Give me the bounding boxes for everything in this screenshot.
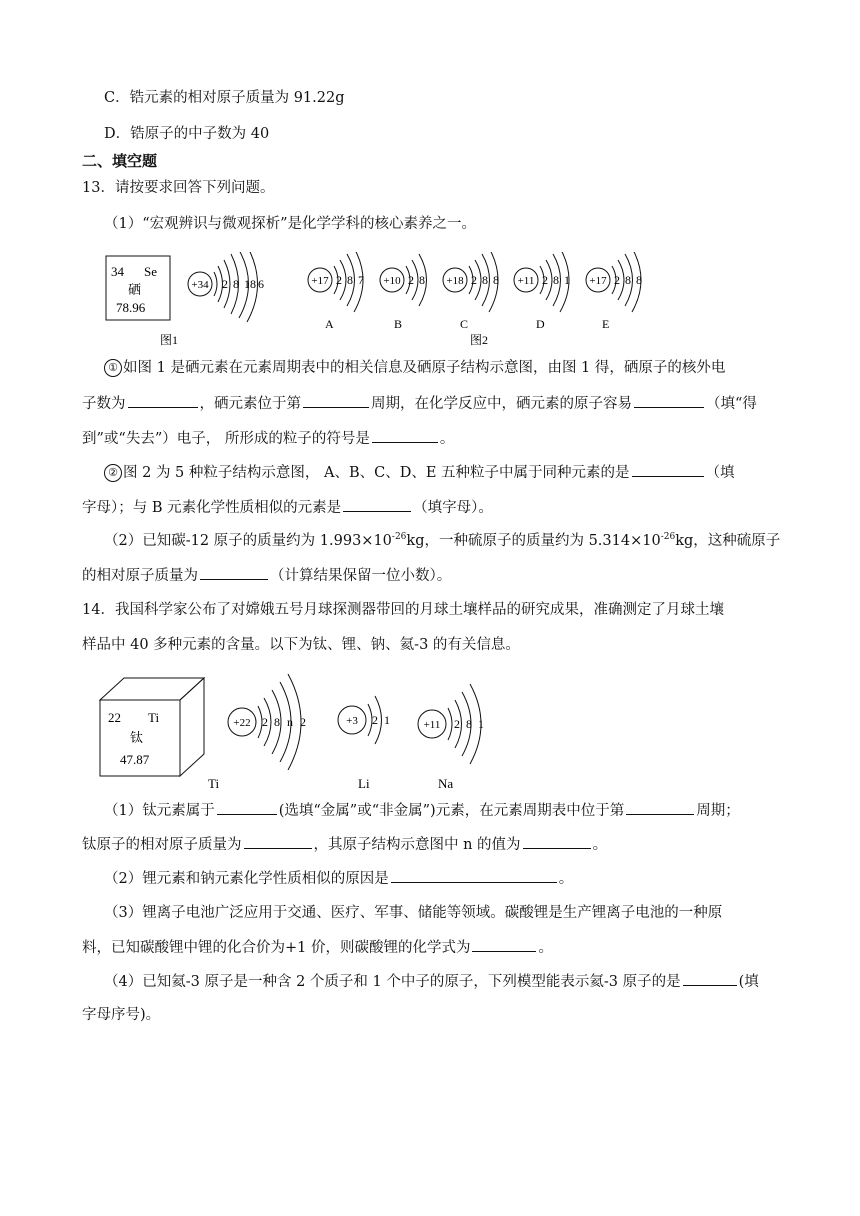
atom-na [418,684,484,791]
circled-2-marker: ② [104,464,122,482]
svg-text:+11: +11 [423,719,441,731]
ti-mass: 47.87 [120,752,150,767]
svg-text:8: 8 [625,273,631,287]
se-mass: 78.96 [116,300,146,315]
se-number: 34 [111,264,124,279]
svg-text:n: n [287,715,293,729]
answer-blank[interactable] [200,565,268,580]
atom-li [338,696,390,791]
svg-text:2: 2 [454,717,460,731]
se-shell-2: 8 [233,277,239,291]
answer-blank[interactable] [626,800,694,815]
svg-text:8: 8 [493,273,499,287]
se-symbol: Se [144,264,157,279]
particle-d-label: D [536,317,545,331]
q14-part3-line2: 料，已知碳酸锂中锂的化合价为+1 价，则碳酸锂的化学式为 。 [82,937,553,958]
svg-text:1: 1 [384,713,390,727]
se-shell-1: 2 [222,277,228,291]
particle-b [380,254,427,331]
option-d: D．锆原子的中子数为 40 [104,126,270,142]
q13-sub2-line2: 字母）；与 B 元素化学性质相似的元素是 （填字母）。 [82,497,493,518]
q13-sub1-line3: 到”或“失去”）电子， 所形成的粒子的符号是 。 [82,428,454,449]
svg-text:2: 2 [372,713,378,727]
svg-text:8: 8 [466,717,472,731]
svg-text:+10: +10 [383,275,401,287]
q13-stem: 13．请按要求回答下列问题。 [82,180,275,196]
atom-li-label: Li [358,776,370,791]
svg-text:2: 2 [614,273,620,287]
q13-part1-intro: （1）“宏观辨识与微观探析”是化学学科的核心素养之一。 [104,216,477,232]
answer-blank[interactable] [343,497,411,512]
svg-text:2: 2 [336,273,342,287]
svg-text:+17: +17 [589,275,607,287]
answer-blank[interactable] [683,971,737,986]
answer-blank[interactable] [244,834,312,849]
answer-blank[interactable] [128,393,198,408]
fig2-caption: 图2 [470,333,489,347]
svg-text:+22: +22 [233,717,251,729]
answer-blank[interactable] [372,428,438,443]
atom-ti-label: Ti [208,776,220,791]
particle-e [586,252,642,331]
svg-text:1: 1 [564,273,570,287]
svg-text:8: 8 [274,715,280,729]
svg-text:7: 7 [358,273,364,287]
svg-text:+17: +17 [311,275,329,287]
q13-part2-line2: 的相对原子质量为 （计算结果保留一位小数）。 [82,565,451,586]
svg-text:2: 2 [262,715,268,729]
answer-blank[interactable] [217,800,277,815]
q14-part1-line1: （1）钛元素属于 (选填“金属”或“非金属”)元素，在元素周期表中位于第 周期； [104,800,740,821]
figure-1 [100,252,280,348]
particle-a [308,252,364,331]
q14-part4-line2: 字母序号)。 [82,1007,161,1023]
option-c: C．锆元素的相对原子质量为 91.22g [104,90,345,106]
svg-text:8: 8 [553,273,559,287]
se-shell-4: 6 [258,277,264,291]
atom-na-label: Na [438,776,454,791]
se-shell-3: 18 [244,277,256,291]
svg-text:2: 2 [471,273,477,287]
se-nucleus-label: +34 [191,279,209,291]
svg-text:8: 8 [482,273,488,287]
particle-a-label: A [325,317,334,331]
answer-blank[interactable] [634,393,704,408]
q14-part1-line2: 钛原子的相对原子质量为 ，其原子结构示意图中 n 的值为 。 [82,834,607,855]
svg-text:+11: +11 [517,275,535,287]
atom-ti [208,674,306,791]
section-title: 二、填空题 [82,152,158,170]
particle-e-label: E [602,317,610,331]
particle-b-label: B [394,317,403,331]
svg-text:+18: +18 [446,275,464,287]
svg-text:2: 2 [542,273,548,287]
q14-part3-line1: （3）锂离子电池广泛应用于交通、医疗、军事、储能等领域。碳酸锂是生产锂离子电池的一种原 [104,905,723,921]
svg-text:8: 8 [347,273,353,287]
particle-c-label: C [460,317,469,331]
svg-text:8: 8 [419,273,425,287]
svg-text:2: 2 [408,273,414,287]
svg-text:+3: +3 [346,715,358,727]
answer-blank[interactable] [391,868,557,883]
answer-blank[interactable] [632,462,704,477]
q14-part4-line1: （4）已知氦-3 原子是一种含 2 个质子和 1 个中子的原子，下列模型能表示氦-3 原子的是 (填 [104,971,759,992]
svg-text:8: 8 [636,273,642,287]
answer-blank[interactable] [303,393,369,408]
q13-sub1-line2: 子数为 ，硒元素位于第 周期，在化学反应中，硒元素的原子容易 （填“得 [82,393,757,414]
q14-part2: （2）锂元素和钠元素化学性质相似的原因是 。 [104,868,573,889]
ti-name: 钛 [130,730,144,745]
se-name: 硒 [128,282,142,297]
q13-sub1-line1: ① 如图 1 是硒元素在元素周期表中的相关信息及硒原子结构示意图，由图 1 得，硒原子的核外电 [104,358,725,378]
answer-blank[interactable] [523,834,591,849]
q14-stem-line1: 14．我国科学家公布了对嫦娥五号月球探测器带回的月球土壤样品的研究成果，准确测定了月球土壤 [82,602,724,618]
ti-number: 22 [108,710,121,725]
figure-2 [300,252,660,348]
ti-symbol: Ti [148,710,160,725]
svg-text:1: 1 [478,717,484,731]
svg-text:2: 2 [300,715,306,729]
answer-blank[interactable] [472,937,536,952]
q13-sub2-line1: ② 图 2 为 5 种粒子结构示意图， A、B、C、D、E 五种粒子中属于同种元素的是 （填 [104,462,735,483]
particle-d [514,252,570,331]
q14-figure [96,672,516,794]
q13-part2-line1: （2）已知碳-12 原子的质量约为 $1.993\times 10^{-26}kg$，一种硫原子的质量约为 $5.314\times 10^{-26}kg$，这种硫原子 [104,532,781,549]
circled-1-marker: ① [104,359,122,377]
fig1-caption: 图1 [160,333,179,347]
q14-stem-line2: 样品中 40 多种元素的含量。以下为钛、锂、钠、氦-3 的有关信息。 [82,637,520,653]
particle-c [443,252,499,331]
element-cube-ti [100,678,204,776]
